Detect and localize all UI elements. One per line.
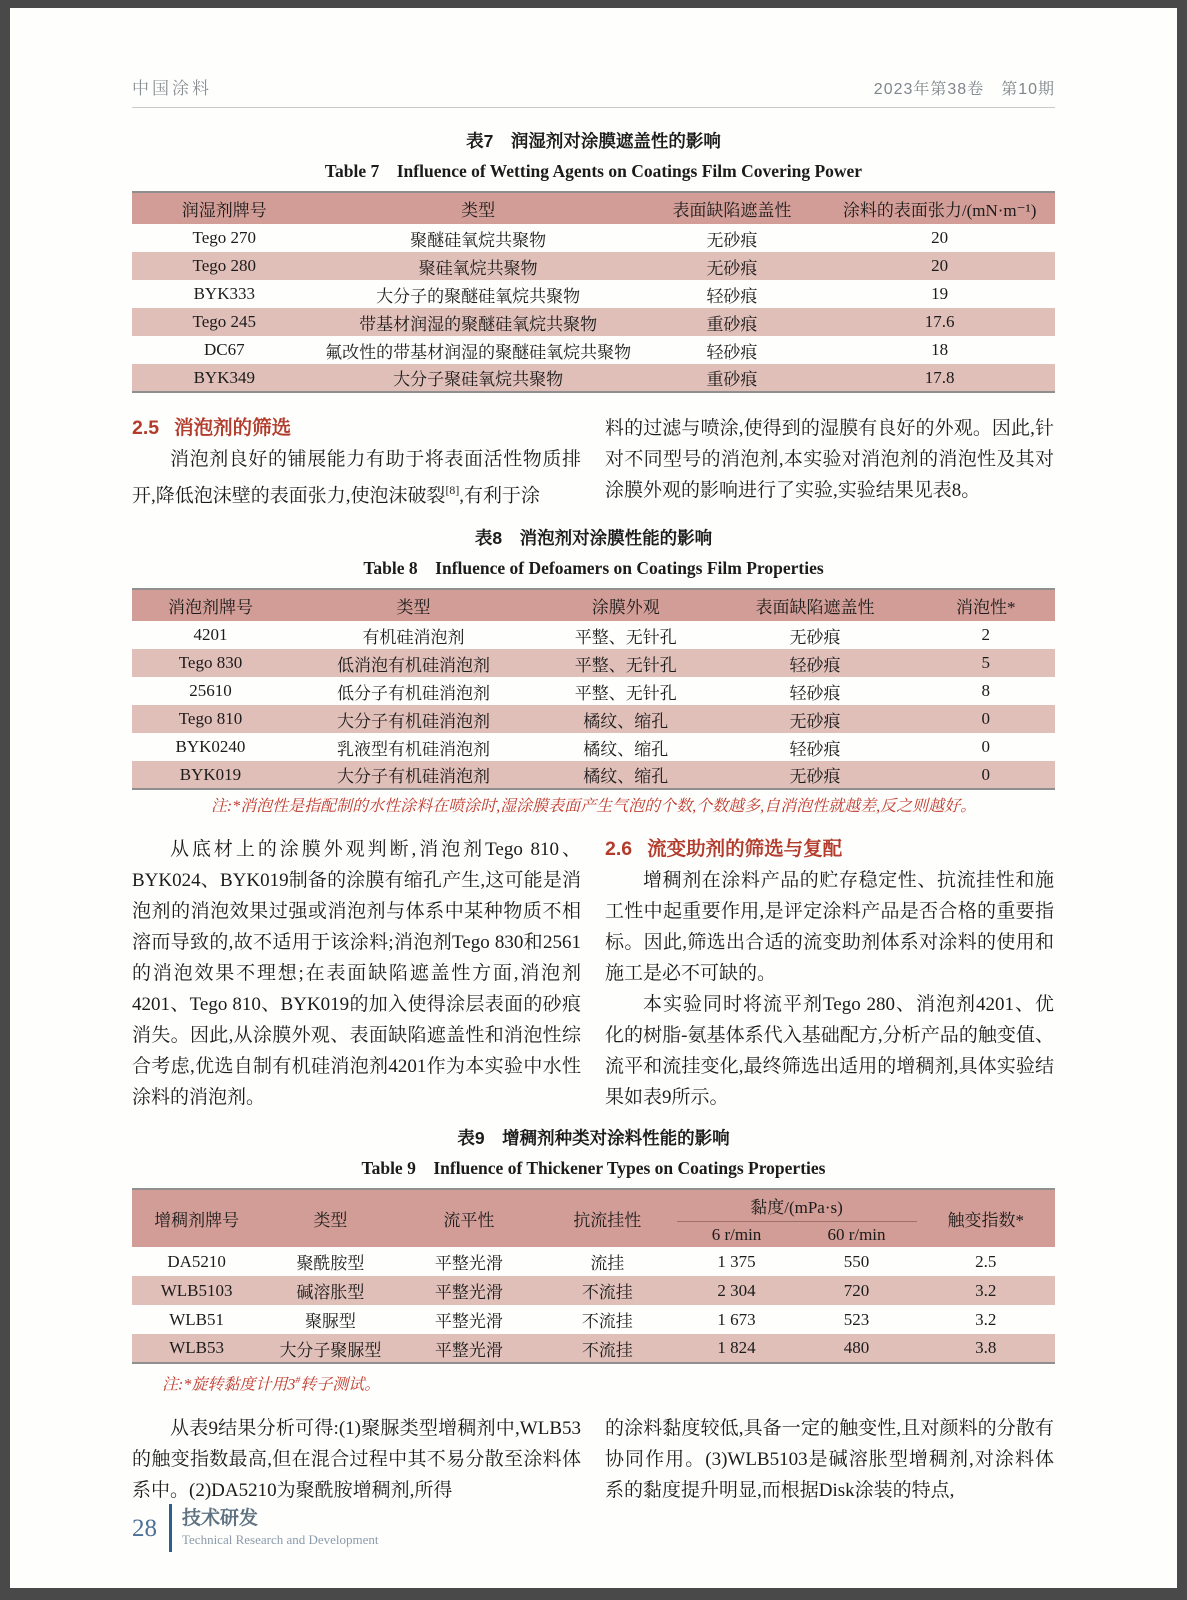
column-header: 消泡性* xyxy=(917,589,1055,621)
table7-header-row xyxy=(132,192,1055,224)
running-head xyxy=(132,74,1055,108)
column-subheader: 6 r/min xyxy=(677,1221,797,1247)
table-cell: 17.6 xyxy=(924,312,955,331)
table-cell: 聚脲型 xyxy=(304,1312,356,1332)
table-cell: 19 xyxy=(931,284,949,303)
table-cell: 不流挂 xyxy=(581,1283,633,1303)
table-cell: 无砂痕 xyxy=(706,230,758,250)
section-2-6-heading xyxy=(605,834,1054,865)
table-cell: DC67 xyxy=(203,340,245,359)
journal-name: 中国涂料 xyxy=(132,79,212,98)
table-cell: 20 xyxy=(931,228,949,247)
table-cell: 无砂痕 xyxy=(789,711,841,731)
table-cell: 平整、无针孔 xyxy=(574,683,677,703)
column-header: 增稠剂牌号 xyxy=(132,1189,261,1247)
table-cell: 乳液型有机硅消泡剂 xyxy=(337,739,490,759)
table-cell: 平整、无针孔 xyxy=(574,655,677,675)
section-2-6-paragraph-1: 增稠剂在涂料产品的贮存稳定性、抗流挂性和施工性中起重要作用,是评定涂料产品是否合格的重要指标。因此,筛选出合适的流变助剂体系对涂料的使用和施工是必不可缺的。 xyxy=(605,870,1054,985)
table-row xyxy=(132,677,1055,705)
table-cell: 480 xyxy=(843,1338,870,1358)
table-cell: 低分子有机硅消泡剂 xyxy=(337,683,490,703)
table8-block xyxy=(132,525,1055,818)
table-cell: 聚硅氧烷共聚物 xyxy=(418,258,538,278)
table-row xyxy=(132,224,1055,252)
table-cell: 1 673 xyxy=(717,1309,756,1329)
table-cell: WLB5103 xyxy=(160,1280,233,1300)
table-cell: Tego 245 xyxy=(192,312,257,331)
table-cell: 无砂痕 xyxy=(706,258,758,278)
table-cell: 碱溶胀型 xyxy=(296,1283,365,1303)
table-cell: 平整、无针孔 xyxy=(574,627,677,647)
table-cell: 大分子聚硅氧烷共聚物 xyxy=(393,370,564,389)
table-row xyxy=(132,761,1055,789)
footer-section-en: Technical Research and Development xyxy=(182,1532,379,1547)
section-number: 2.5 xyxy=(132,417,160,439)
table-cell: Tego 280 xyxy=(192,256,257,275)
table-cell: 重砂痕 xyxy=(706,370,758,389)
column-header: 润湿剂牌号 xyxy=(132,192,317,224)
page-footer xyxy=(132,1504,379,1552)
table9-body xyxy=(132,1247,1055,1363)
table-cell: 低消泡有机硅消泡剂 xyxy=(337,655,490,675)
table-cell: WLB51 xyxy=(169,1309,224,1329)
table-cell: 3.8 xyxy=(975,1338,997,1358)
table-row xyxy=(132,252,1055,280)
table-cell: 3.2 xyxy=(975,1309,997,1329)
discussion-block xyxy=(132,834,1055,1113)
table-row xyxy=(132,733,1055,761)
table-row xyxy=(132,336,1055,364)
footer-column-labels xyxy=(182,1507,379,1549)
table-cell: 大分子聚脲型 xyxy=(279,1340,382,1360)
table8-caption-en: Table 8 Influence of Defoamers on Coatings Film Properties xyxy=(363,558,824,579)
table-cell: BYK0240 xyxy=(175,737,246,757)
table-row xyxy=(132,1305,1055,1334)
table-cell: 重砂痕 xyxy=(706,314,758,334)
defoamer-discussion-paragraph: 从底材上的涂膜外观判断,消泡剂Tego 810、BYK024、BYK019制备的涂膜有缩孔产生,这可能是消泡剂的消泡效果过强或消泡剂与体系中某种物质不相溶而导致的,故不适用于该涂料;消泡剂Tego 830和2561的消泡效果不理想;在表面缺陷遮盖性方面,消泡剂4201、Tego 810、BYK019的加入使得涂层表面的砂痕消失。因此,从涂膜外观、表面缺陷遮盖性和消泡性综合考虑,优选自制有机硅消泡剂4201作为本实验中水性涂料的消泡剂。 xyxy=(132,839,581,1109)
note-text: 注:*旋转黏度计用3 xyxy=(162,1376,296,1394)
table7 xyxy=(132,191,1055,393)
section-number: 2.6 xyxy=(605,838,633,861)
table-cell: 轻砂痕 xyxy=(706,286,758,306)
table9-caption-zh: 表9 增稠剂种类对涂料性能的影响 xyxy=(457,1128,730,1149)
table-cell: 1 375 xyxy=(717,1251,756,1271)
table8 xyxy=(132,588,1055,790)
results-right-column xyxy=(605,1413,1054,1506)
column-header: 类型 xyxy=(317,192,640,224)
table-cell: 轻砂痕 xyxy=(789,739,841,759)
note-text: 转子测试。 xyxy=(300,1376,381,1394)
table7-caption-zh: 表7 润湿剂对涂膜遮盖性的影响 xyxy=(466,131,721,151)
section-title: 消泡剂的筛选 xyxy=(174,417,292,439)
table-cell: BYK019 xyxy=(179,764,242,784)
section-2-5 xyxy=(132,413,1055,511)
table-cell: BYK349 xyxy=(193,367,255,387)
column-header: 涂膜外观 xyxy=(538,589,713,621)
paragraph-text: ,有利于涂 xyxy=(459,485,541,507)
table-cell: 橘纹、缩孔 xyxy=(583,739,669,759)
table-cell: 氟改性的带基材润湿的聚醚硅氧烷共聚物 xyxy=(325,342,632,362)
table-row xyxy=(132,1334,1055,1363)
table-cell: 带基材润湿的聚醚硅氧烷共聚物 xyxy=(359,314,598,334)
table-row xyxy=(132,621,1055,649)
section-2-6-paragraph-2: 本实验同时将流平剂Tego 280、消泡剂4201、优化的树脂-氨基体系代入基础配方,分析产品的触变值、流平和流挂变化,最终筛选出适用的增稠剂,具体实验结果如表9所示。 xyxy=(605,994,1054,1109)
table-cell: 0 xyxy=(981,709,990,729)
results-paragraph-right: 的涂料黏度较低,具备一定的触变性,且对颜料的分散有协同作用。(3)WLB5103是碱溶胀型增稠剂,对涂料体系的黏度提升明显,而根据Disk涂装的特点, xyxy=(605,1417,1054,1501)
table-cell: 18 xyxy=(931,340,949,359)
column-header: 类型 xyxy=(289,589,538,621)
section-2-5-heading xyxy=(132,413,581,444)
section-2-5-left-column xyxy=(132,413,581,511)
discussion-left-column xyxy=(132,834,581,1113)
table-cell: 橘纹、缩孔 xyxy=(583,711,669,731)
table-row xyxy=(132,308,1055,336)
footer-section-zh: 技术研发 xyxy=(182,1508,259,1529)
table-cell: Tego 270 xyxy=(192,228,257,247)
table-cell: 25610 xyxy=(189,681,232,701)
table-cell: 轻砂痕 xyxy=(789,683,841,703)
table-cell: DA5210 xyxy=(167,1251,226,1271)
table-row xyxy=(132,705,1055,733)
table-cell: 2 xyxy=(981,625,990,645)
table-cell: 2.5 xyxy=(975,1251,997,1271)
table9-header-row-1 xyxy=(132,1189,1055,1221)
table-cell: 550 xyxy=(843,1251,870,1271)
table-cell: 大分子有机硅消泡剂 xyxy=(337,711,490,731)
table-row xyxy=(132,1276,1055,1305)
column-header: 流平性 xyxy=(400,1189,538,1247)
table-cell: 平整光滑 xyxy=(434,1283,503,1303)
table-cell: 20 xyxy=(931,256,949,275)
column-header: 抗流挂性 xyxy=(538,1189,676,1247)
paragraph-text: 消泡剂良好的铺展能力有助于将表面活性物质排开,降低泡沫壁的表面张力,使泡沫破裂 xyxy=(132,449,581,507)
section-2-5-paragraph xyxy=(132,444,581,511)
table-cell: 聚酰胺型 xyxy=(296,1254,365,1274)
table-cell: 流挂 xyxy=(590,1254,625,1274)
table-cell: 4201 xyxy=(193,625,228,645)
article-page xyxy=(10,8,1177,1588)
table9-caption-en: Table 9 Influence of Thickener Types on Coatings Properties xyxy=(361,1158,826,1179)
results-left-column xyxy=(132,1413,581,1506)
table-cell: 0 xyxy=(981,764,990,784)
table-cell: 轻砂痕 xyxy=(706,342,758,362)
table-cell: 0 xyxy=(981,737,990,757)
table-cell: 2 304 xyxy=(717,1280,756,1300)
table-row xyxy=(132,1247,1055,1276)
table-cell: 3.2 xyxy=(975,1280,997,1300)
table7-caption-en: Table 7 Influence of Wetting Agents on Coatings Film Covering Power xyxy=(324,161,863,181)
page-number: 28 xyxy=(132,1514,157,1542)
column-header: 涂料的表面张力/(mN·m⁻¹) xyxy=(824,192,1055,224)
column-header-viscosity-group: 黏度/(mPa·s) xyxy=(677,1189,917,1221)
column-header: 类型 xyxy=(261,1189,399,1247)
table-cell: 无砂痕 xyxy=(789,767,841,787)
table7-body xyxy=(132,224,1055,392)
table-cell: 不流挂 xyxy=(581,1312,633,1332)
table-cell: BYK333 xyxy=(193,284,255,303)
table-cell: 不流挂 xyxy=(581,1340,633,1360)
table-row xyxy=(132,280,1055,308)
table-cell: 8 xyxy=(981,681,990,701)
citation-ref: [8] xyxy=(445,484,460,497)
results-paragraph-left: 从表9结果分析可得:(1)聚脲类型增稠剂中,WLB53的触变指数最高,但在混合过程中其不易分散至涂料体系中。(2)DA5210为聚酰胺增稠剂,所得 xyxy=(132,1417,581,1501)
table-cell: 5 xyxy=(981,653,990,673)
column-header: 触变指数* xyxy=(917,1189,1056,1247)
footer-divider-bar xyxy=(169,1504,172,1552)
table7-block xyxy=(132,128,1055,393)
section-2-5-paragraph-continued: 料的过滤与喷涂,使得到的湿膜有良好的外观。因此,针对不同型号的消泡剂,本实验对消泡剂的消泡性及其对涂膜外观的影响进行了实验,实验结果见表8。 xyxy=(605,418,1054,501)
results-discussion-block xyxy=(132,1413,1055,1506)
table-cell: Tego 810 xyxy=(178,709,243,729)
table-cell: 523 xyxy=(843,1309,870,1329)
note-superscript: # xyxy=(295,1375,301,1387)
table-cell: 1 824 xyxy=(717,1338,756,1358)
table-cell: 有机硅消泡剂 xyxy=(362,627,465,647)
table8-body xyxy=(132,621,1055,789)
table9-block xyxy=(132,1125,1055,1396)
table-cell: 17.8 xyxy=(924,367,955,387)
column-header: 消泡剂牌号 xyxy=(132,589,289,621)
table-cell: 平整光滑 xyxy=(434,1254,503,1274)
table-cell: 大分子有机硅消泡剂 xyxy=(337,767,490,787)
table-cell: 聚醚硅氧烷共聚物 xyxy=(410,230,547,250)
section-2-6 xyxy=(605,834,1054,1113)
table9 xyxy=(132,1188,1055,1364)
table8-note: 注:*消泡性是指配制的水性涂料在喷涂时,湿涂膜表面产生气泡的个数,个数越多,自消泡性就越差,反之则越好。 xyxy=(210,798,977,816)
table-row xyxy=(132,649,1055,677)
table-cell: 轻砂痕 xyxy=(789,655,841,675)
table8-header-row xyxy=(132,589,1055,621)
table-row xyxy=(132,364,1055,392)
table8-caption-zh: 表8 消泡剂对涂膜性能的影响 xyxy=(474,528,713,549)
column-header: 表面缺陷遮盖性 xyxy=(640,192,825,224)
table-cell: 平整光滑 xyxy=(434,1312,503,1332)
table-cell: 720 xyxy=(843,1280,870,1300)
table-cell: WLB53 xyxy=(169,1338,224,1358)
table-cell: 大分子的聚醚硅氧烷共聚物 xyxy=(376,286,581,306)
section-title: 流变助剂的筛选与复配 xyxy=(647,838,843,861)
table-cell: Tego 830 xyxy=(178,653,243,673)
section-2-5-right-column xyxy=(605,413,1054,511)
table-cell: 平整光滑 xyxy=(434,1340,503,1360)
column-subheader: 60 r/min xyxy=(797,1221,917,1247)
column-header: 表面缺陷遮盖性 xyxy=(713,589,916,621)
table9-note xyxy=(162,1370,1055,1396)
issue-info: 2023年第38卷 第10期 xyxy=(873,81,1055,98)
table-cell: 橘纹、缩孔 xyxy=(583,767,669,787)
table-cell: 无砂痕 xyxy=(789,627,841,647)
